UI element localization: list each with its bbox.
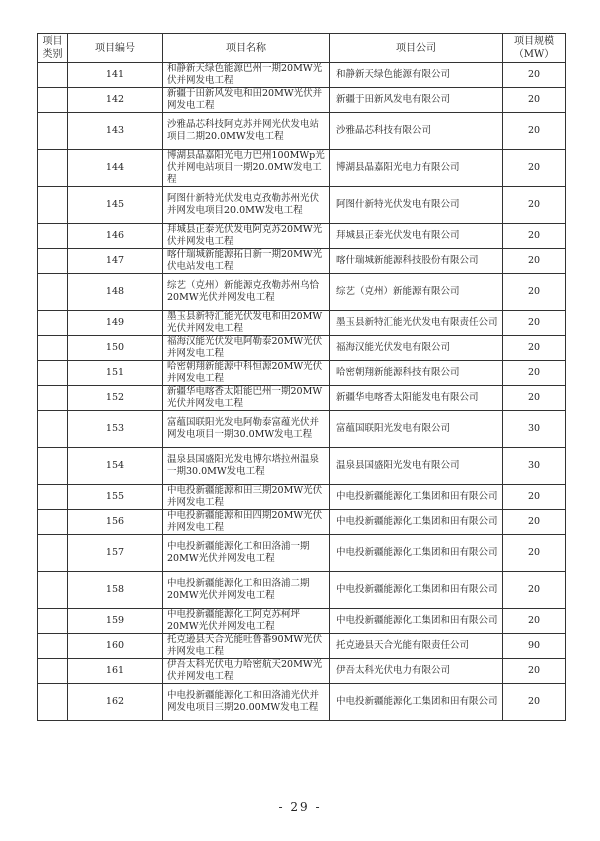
cell-number: 151 xyxy=(68,361,163,386)
table-row xyxy=(38,361,566,386)
cell-company: 中电投新疆能源化工集团和田有限公司 xyxy=(330,535,503,572)
cell-project-name: 综艺（克州）新能源克孜勒苏州乌恰20MW光伏并网发电工程 xyxy=(163,274,330,311)
cell-project-name: 托克逊县天合光能吐鲁番90MW光伏并网发电工程 xyxy=(163,634,330,659)
cell-number: 159 xyxy=(68,609,163,634)
cell-category xyxy=(38,150,68,187)
cell-project-name: 中电投新疆能源和田四期20MW光伏并网发电工程 xyxy=(163,510,330,535)
cell-project-name: 中电投新疆能源和田三期20MW光伏并网发电工程 xyxy=(163,485,330,510)
cell-category xyxy=(38,361,68,386)
table-row xyxy=(38,659,566,684)
cell-number: 156 xyxy=(68,510,163,535)
cell-project-name: 伊吾太科光伏电力哈密航天20MW光伏并网发电工程 xyxy=(163,659,330,684)
cell-category xyxy=(38,411,68,448)
cell-company: 福海汉能光伏发电有限公司 xyxy=(330,336,503,361)
table-row xyxy=(38,609,566,634)
cell-project-name: 中电投新疆能源化工和田洛浦二期20MW光伏并网发电工程 xyxy=(163,572,330,609)
cell-number: 150 xyxy=(68,336,163,361)
cell-category xyxy=(38,274,68,311)
cell-project-name: 中电投新疆能源化工和田洛浦一期20MW光伏并网发电工程 xyxy=(163,535,330,572)
cell-scale: 20 xyxy=(503,274,566,311)
cell-category xyxy=(38,187,68,224)
table-header-row xyxy=(38,34,566,63)
cell-number: 144 xyxy=(68,150,163,187)
cell-category xyxy=(38,634,68,659)
project-table xyxy=(37,33,566,721)
cell-scale: 20 xyxy=(503,63,566,88)
table-row xyxy=(38,88,566,113)
cell-number: 141 xyxy=(68,63,163,88)
header-scale: 项目规模（MW） xyxy=(503,34,566,63)
cell-scale: 20 xyxy=(503,361,566,386)
cell-number: 145 xyxy=(68,187,163,224)
cell-scale: 20 xyxy=(503,113,566,150)
cell-company: 喀什瑞城新能源科技股份有限公司 xyxy=(330,249,503,274)
cell-company: 新疆华电喀香太阳能发电有限公司 xyxy=(330,386,503,411)
table-row xyxy=(38,510,566,535)
cell-category xyxy=(38,448,68,485)
cell-scale: 20 xyxy=(503,336,566,361)
cell-company: 阿图什新特光伏发电有限公司 xyxy=(330,187,503,224)
cell-number: 157 xyxy=(68,535,163,572)
cell-scale: 20 xyxy=(503,510,566,535)
cell-company: 富蕴国联阳光发电有限公司 xyxy=(330,411,503,448)
table-row xyxy=(38,187,566,224)
cell-scale: 30 xyxy=(503,411,566,448)
table-row xyxy=(38,411,566,448)
cell-project-name: 新疆华电喀香太阳能巴州一期20MW光伏并网发电工程 xyxy=(163,386,330,411)
cell-company: 中电投新疆能源化工集团和田有限公司 xyxy=(330,684,503,721)
cell-project-name: 中电投新疆能源化工和田洛浦光伏并网发电项目三期20.00MW发电工程 xyxy=(163,684,330,721)
cell-category xyxy=(38,88,68,113)
header-category: 项目类别 xyxy=(38,34,68,63)
cell-scale: 30 xyxy=(503,448,566,485)
cell-scale: 20 xyxy=(503,572,566,609)
cell-project-name: 温泉县国盛阳光发电博尔塔拉州温泉一期30.0MW发电工程 xyxy=(163,448,330,485)
cell-category xyxy=(38,659,68,684)
page-number: - 29 - xyxy=(278,800,322,814)
cell-scale: 20 xyxy=(503,535,566,572)
table-row xyxy=(38,572,566,609)
cell-number: 148 xyxy=(68,274,163,311)
table-row xyxy=(38,249,566,274)
cell-project-name: 中电投新疆能源化工阿克苏柯坪20MW光伏并网发电工程 xyxy=(163,609,330,634)
cell-company: 沙雅晶芯科技有限公司 xyxy=(330,113,503,150)
cell-company: 伊吾太科光伏电力有限公司 xyxy=(330,659,503,684)
table-row xyxy=(38,386,566,411)
cell-company: 中电投新疆能源化工集团和田有限公司 xyxy=(330,609,503,634)
table-row xyxy=(38,224,566,249)
cell-company: 中电投新疆能源化工集团和田有限公司 xyxy=(330,485,503,510)
cell-number: 161 xyxy=(68,659,163,684)
cell-scale: 20 xyxy=(503,609,566,634)
project-table-sheet xyxy=(37,33,565,721)
cell-category xyxy=(38,63,68,88)
table-row xyxy=(38,535,566,572)
cell-number: 158 xyxy=(68,572,163,609)
cell-scale: 20 xyxy=(503,311,566,336)
cell-number: 160 xyxy=(68,634,163,659)
cell-company: 哈密朝翔新能源科技有限公司 xyxy=(330,361,503,386)
cell-number: 149 xyxy=(68,311,163,336)
table-row xyxy=(38,336,566,361)
header-number: 项目编号 xyxy=(68,34,163,63)
cell-number: 143 xyxy=(68,113,163,150)
cell-category xyxy=(38,609,68,634)
table-body xyxy=(38,63,566,721)
table-row xyxy=(38,150,566,187)
cell-category xyxy=(38,224,68,249)
cell-project-name: 富蕴国联阳光发电阿勒泰富蕴光伏并网发电项目一期30.0MW发电工程 xyxy=(163,411,330,448)
cell-scale: 20 xyxy=(503,150,566,187)
cell-category xyxy=(38,572,68,609)
cell-category xyxy=(38,113,68,150)
cell-project-name: 福海汉能光伏发电阿勒泰20MW光伏并网发电工程 xyxy=(163,336,330,361)
cell-scale: 20 xyxy=(503,187,566,224)
cell-project-name: 哈密朝翔新能源中科恒源20MW光伏并网发电工程 xyxy=(163,361,330,386)
cell-category xyxy=(38,684,68,721)
table-row xyxy=(38,684,566,721)
table-row xyxy=(38,448,566,485)
cell-project-name: 和静新天绿色能源巴州一期20MW光伏并网发电工程 xyxy=(163,63,330,88)
cell-project-name: 喀什瑞城新能源拓日新一期20MW光伏电站发电工程 xyxy=(163,249,330,274)
table-row xyxy=(38,63,566,88)
cell-category xyxy=(38,336,68,361)
cell-company: 和静新天绿色能源有限公司 xyxy=(330,63,503,88)
cell-number: 147 xyxy=(68,249,163,274)
cell-category xyxy=(38,510,68,535)
cell-company: 拜城县正泰光伏发电有限公司 xyxy=(330,224,503,249)
cell-number: 153 xyxy=(68,411,163,448)
cell-company: 托克逊县天合光能有限责任公司 xyxy=(330,634,503,659)
cell-scale: 20 xyxy=(503,224,566,249)
cell-number: 162 xyxy=(68,684,163,721)
cell-company: 综艺（克州）新能源有限公司 xyxy=(330,274,503,311)
cell-company: 中电投新疆能源化工集团和田有限公司 xyxy=(330,572,503,609)
cell-number: 146 xyxy=(68,224,163,249)
cell-number: 142 xyxy=(68,88,163,113)
cell-project-name: 博湖县晶嘉阳光电力巴州100MWp光伏并网电站项目一期20.0MW发电工程 xyxy=(163,150,330,187)
header-company: 项目公司 xyxy=(330,34,503,63)
cell-company: 新疆于田新风发电有限公司 xyxy=(330,88,503,113)
table-row xyxy=(38,311,566,336)
cell-category xyxy=(38,386,68,411)
table-row xyxy=(38,113,566,150)
cell-company: 博湖县晶嘉阳光电力有限公司 xyxy=(330,150,503,187)
cell-project-name: 墨玉县新特汇能光伏发电和田20MW光伏并网发电工程 xyxy=(163,311,330,336)
cell-project-name: 沙雅晶芯科技阿克苏并网光伏发电站项目二期20.0MW发电工程 xyxy=(163,113,330,150)
cell-number: 155 xyxy=(68,485,163,510)
cell-scale: 20 xyxy=(503,485,566,510)
cell-scale: 20 xyxy=(503,684,566,721)
cell-scale: 20 xyxy=(503,659,566,684)
cell-project-name: 拜城县正泰光伏发电阿克苏20MW光伏并网发电工程 xyxy=(163,224,330,249)
cell-number: 152 xyxy=(68,386,163,411)
cell-number: 154 xyxy=(68,448,163,485)
table-row xyxy=(38,274,566,311)
cell-company: 中电投新疆能源化工集团和田有限公司 xyxy=(330,510,503,535)
table-row xyxy=(38,634,566,659)
cell-category xyxy=(38,485,68,510)
cell-category xyxy=(38,249,68,274)
cell-category xyxy=(38,535,68,572)
cell-scale: 20 xyxy=(503,249,566,274)
cell-project-name: 新疆于田新风发电和田20MW光伏并网发电工程 xyxy=(163,88,330,113)
cell-company: 温泉县国盛阳光发电有限公司 xyxy=(330,448,503,485)
table-row xyxy=(38,485,566,510)
cell-company: 墨玉县新特汇能光伏发电有限责任公司 xyxy=(330,311,503,336)
cell-category xyxy=(38,311,68,336)
cell-project-name: 阿图什新特光伏发电克孜勒苏州光伏并网发电项目20.0MW发电工程 xyxy=(163,187,330,224)
cell-scale: 20 xyxy=(503,88,566,113)
header-name: 项目名称 xyxy=(163,34,330,63)
cell-scale: 20 xyxy=(503,386,566,411)
cell-scale: 90 xyxy=(503,634,566,659)
